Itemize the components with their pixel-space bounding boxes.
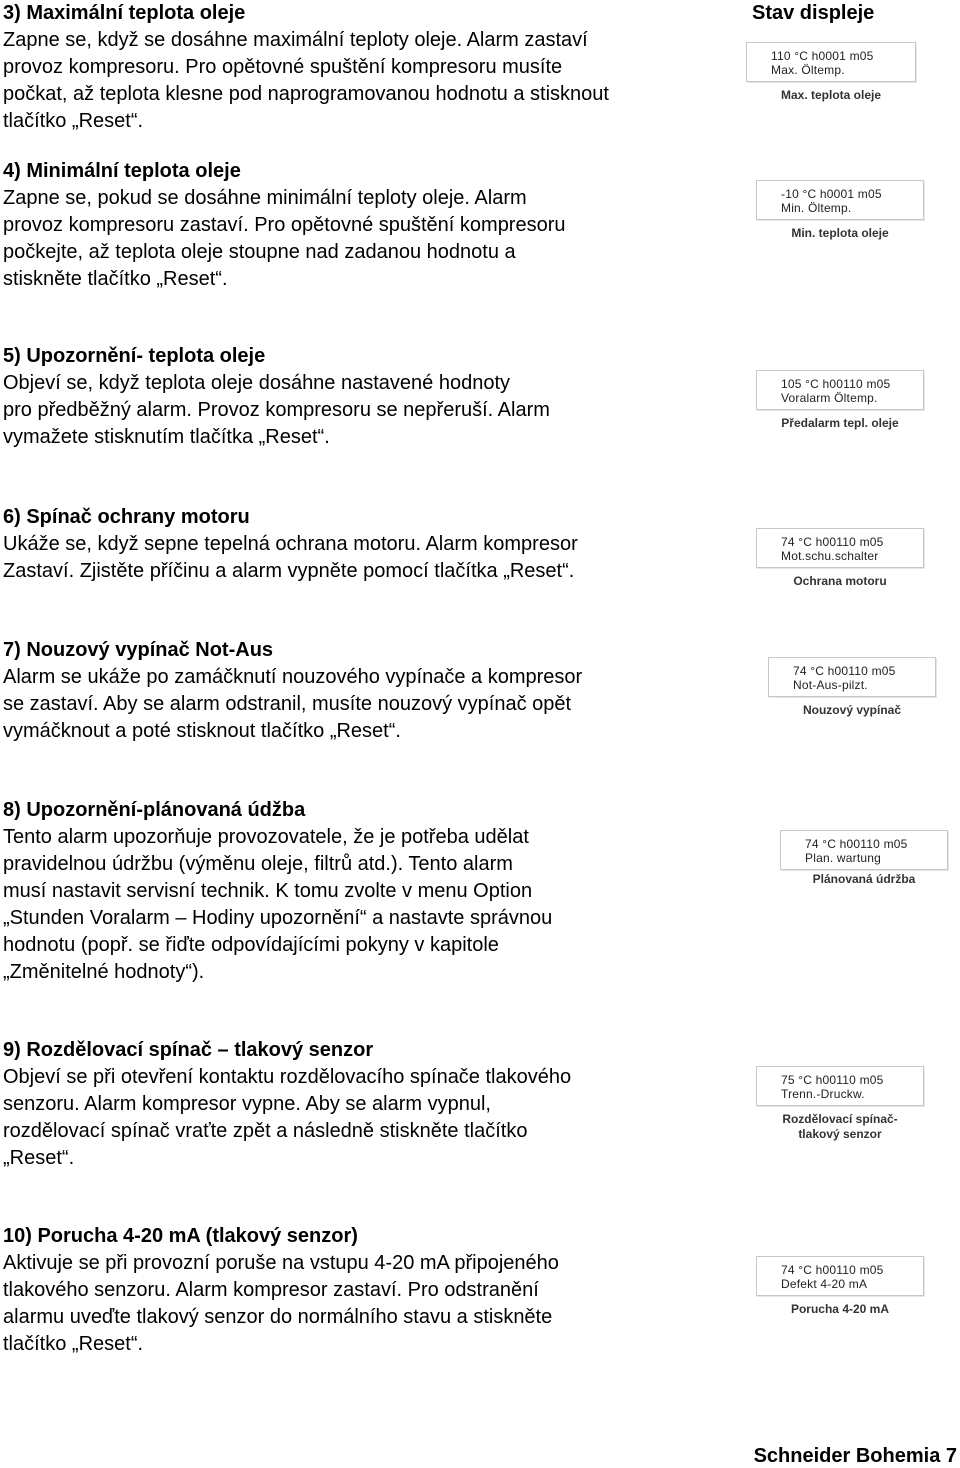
section-text-line: Ukáže se, když sepne tepelná ochrana motoru. Alarm kompresor	[3, 533, 578, 555]
display-motor-protection	[756, 528, 924, 589]
section-pressure-switch	[3, 1037, 723, 1172]
display-caption: Nouzový vypínač	[802, 703, 902, 717]
section-emergency-stop	[3, 637, 723, 745]
display-caption: Ochrana motoru	[793, 574, 887, 588]
section-text-line: vymažete stisknutím tlačítka „Reset“.	[3, 426, 330, 448]
section-title: 7) Nouzový vypínač Not-Aus	[3, 639, 274, 661]
section-min-oil-temp	[3, 158, 723, 293]
lcd-screen	[756, 1066, 924, 1106]
lcd-screen	[756, 180, 924, 220]
column-header-display-state: Stav displeje	[752, 2, 875, 24]
section-title: 4) Minimální teplota oleje	[3, 160, 241, 182]
display-emergency-stop	[768, 657, 936, 718]
section-title: 9) Rozdělovací spínač – tlakový senzor	[3, 1039, 374, 1061]
lcd-line-1: 75 °C h00110 m05	[781, 1073, 884, 1087]
lcd-line-2: Trenn.-Druckw.	[781, 1087, 865, 1101]
lcd-line-1: 110 °C h0001 m05	[771, 49, 874, 63]
display-max-oil-temp	[746, 42, 916, 103]
section-text-line: Objeví se, když teplota oleje dosáhne nastavené hodnoty	[3, 372, 511, 394]
section-text-line: alarmu uveďte tlakový senzor do normálního stavu a stiskněte	[3, 1306, 553, 1328]
page-footer: Schneider Bohemia 7	[753, 1445, 957, 1467]
section-title: 10) Porucha 4-20 mA (tlakový senzor)	[3, 1225, 358, 1247]
lcd-line-2: Max. Öltemp.	[771, 63, 845, 77]
lcd-screen	[746, 42, 916, 82]
section-text-line: provoz kompresoru. Pro opětovné spuštění kompresoru musíte	[3, 56, 563, 78]
lcd-line-2: Not-Aus-pilzt.	[793, 678, 868, 692]
section-text-line: se zastaví. Aby se alarm odstranil, musíte nouzový vypínač opět	[3, 693, 572, 715]
section-motor-protection	[3, 504, 723, 585]
lcd-line-2: Plan. wartung	[805, 851, 881, 865]
section-title: 3) Maximální teplota oleje	[3, 2, 246, 24]
section-oil-temp-warning	[3, 343, 723, 451]
lcd-line-2: Mot.schu.schalter	[781, 549, 879, 563]
section-title: 5) Upozornění- teplota oleje	[3, 345, 266, 367]
section-title: 6) Spínač ochrany motoru	[3, 506, 250, 528]
section-text-line: „Stunden Voralarm – Hodiny upozornění“ a nastavte správnou	[3, 907, 553, 929]
section-text-line: stiskněte tlačítko „Reset“.	[3, 268, 228, 290]
display-caption: Min. teplota oleje	[791, 226, 889, 240]
section-title: 8) Upozornění-plánovaná údžba	[3, 799, 306, 821]
display-4-20ma-fault	[756, 1256, 924, 1317]
lcd-line-2: Defekt 4-20 mA	[781, 1277, 868, 1291]
section-text-line: senzoru. Alarm kompresor vypne. Aby se alarm vypnul,	[3, 1093, 491, 1115]
lcd-screen	[756, 528, 924, 568]
lcd-line-1: -10 °C h0001 m05	[781, 187, 882, 201]
section-text-line: vymáčknout a poté stisknout tlačítko „Reset“.	[3, 720, 401, 742]
section-text-line: „Reset“.	[3, 1147, 75, 1169]
section-4-20ma-fault	[3, 1223, 723, 1358]
display-caption: Max. teplota oleje	[780, 88, 882, 102]
lcd-line-1: 74 °C h00110 m05	[781, 1263, 884, 1277]
display-caption-line-2: tlakový senzor	[798, 1127, 882, 1141]
section-text-line: Alarm se ukáže po zamáčknutí nouzového vypínače a kompresor	[3, 666, 583, 688]
section-text-line: Objeví se při otevření kontaktu rozdělovacího spínače tlakového	[3, 1066, 572, 1088]
section-max-oil-temp	[3, 0, 723, 135]
lcd-line-2: Voralarm Öltemp.	[781, 391, 878, 405]
section-text-line: rozdělovací spínač vraťte zpět a následně stiskněte tlačítko	[3, 1120, 528, 1142]
display-pressure-switch	[756, 1066, 924, 1142]
section-text-line: tlačítko „Reset“.	[3, 1333, 144, 1355]
display-caption: Plánovaná údržba	[812, 872, 916, 886]
lcd-line-1: 105 °C h00110 m05	[781, 377, 891, 391]
section-text-line: Aktivuje se při provozní poruše na vstupu 4-20 mA připojeného	[3, 1252, 559, 1274]
display-caption: Rozdělovací spínač-	[782, 1112, 898, 1126]
display-planned-maintenance	[780, 830, 948, 887]
section-text-line: tlačítko „Reset“.	[3, 110, 144, 132]
section-text-line: Tento alarm upozorňuje provozovatele, že je potřeba udělat	[3, 826, 529, 848]
section-text-line: hodnotu (popř. se řiďte odpovídajícími pokyny v kapitole	[3, 934, 499, 956]
section-text-line: tlakového senzoru. Alarm kompresor zastaví. Pro odstranění	[3, 1279, 539, 1301]
display-min-oil-temp	[756, 180, 924, 241]
section-text-line: „Změnitelné hodnoty“).	[3, 961, 205, 983]
lcd-screen	[780, 830, 948, 870]
lcd-screen	[756, 1256, 924, 1296]
lcd-line-2: Min. Öltemp.	[781, 201, 852, 215]
section-text-line: pro předběžný alarm. Provoz kompresoru se nepřeruší. Alarm	[3, 399, 550, 421]
display-caption: Porucha 4-20 mA	[790, 1302, 890, 1316]
section-text-line: počkejte, až teplota oleje stoupne nad zadanou hodnotu a	[3, 241, 516, 263]
section-text-line: Zapne se, když se dosáhne maximální teploty oleje. Alarm zastaví	[3, 29, 588, 51]
section-text-line: Zapne se, pokud se dosáhne minimální teploty oleje. Alarm	[3, 187, 527, 209]
lcd-line-1: 74 °C h00110 m05	[805, 837, 908, 851]
lcd-line-1: 74 °C h00110 m05	[793, 664, 896, 678]
section-planned-maintenance	[3, 797, 723, 986]
lcd-screen	[768, 657, 936, 697]
display-caption: Předalarm tepl. oleje	[781, 416, 899, 430]
display-oil-temp-warning	[756, 370, 924, 431]
section-text-line: musí nastavit servisní technik. K tomu zvolte v menu Option	[3, 880, 533, 902]
lcd-screen	[756, 370, 924, 410]
section-text-line: pravidelnou údržbu (výměnu oleje, filtrů atd.). Tento alarm	[3, 853, 513, 875]
section-text-line: provoz kompresoru zastaví. Pro opětovné spuštění kompresoru	[3, 214, 566, 236]
lcd-line-1: 74 °C h00110 m05	[781, 535, 884, 549]
section-text-line: počkat, až teplota klesne pod naprogramovanou hodnotu a stisknout	[3, 83, 609, 105]
section-text-line: Zastaví. Zjistěte příčinu a alarm vypněte pomocí tlačítka „Reset“.	[3, 560, 575, 582]
